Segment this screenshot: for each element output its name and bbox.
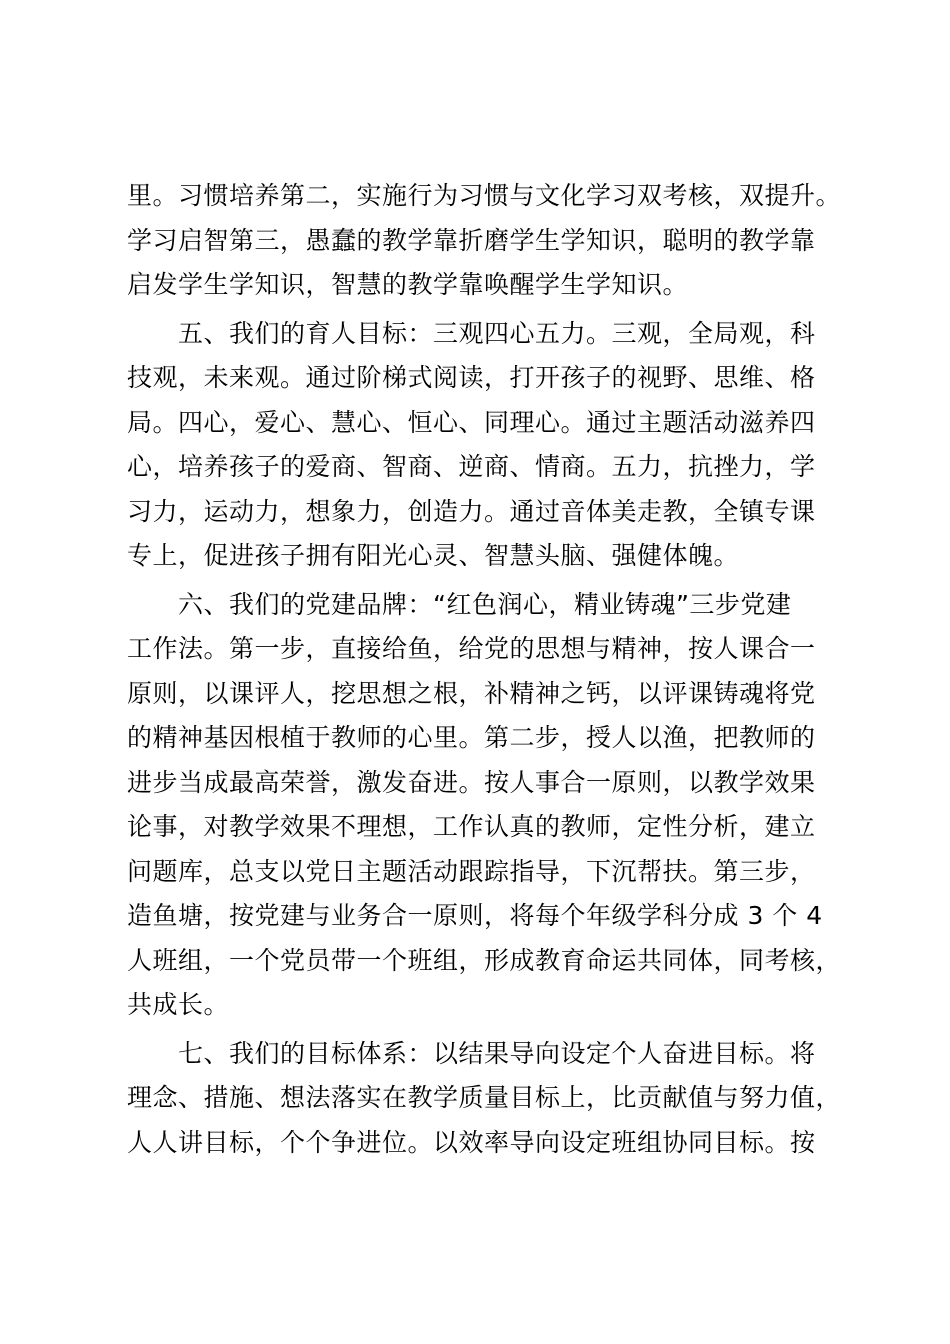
text-line: 局。四心，爱心、慧心、恒心、同理心。通过主题活动滋养四 (127, 407, 816, 437)
text-line: 理念、措施、想法落实在教学质量目标上，比贡献值与努力值， (127, 1083, 842, 1112)
text-line: 里。习惯培养第二，实施行为习惯与文化学习双考核，双提升。 (127, 181, 842, 210)
text-line: 技观，未来观。通过阶梯式阅读，打开孩子的视野、思维、格 (127, 363, 816, 392)
text-line: 心，培养孩子的爱商、智商、逆商、情商。五力，抗挫力，学 (127, 452, 816, 481)
text-line: 启发学生学知识，智慧的教学靠唤醒学生学知识。 (127, 270, 689, 299)
text-line: 工作法。第一步，直接给鱼，给党的思想与精神，按人课合一 (127, 634, 816, 663)
paragraph-five-heading-line: 五、我们的育人目标：三观四心五力。三观，全局观，科 (178, 318, 816, 348)
text-line: 专上，促进孩子拥有阳光心灵、智慧头脑、强健体魄。 (127, 541, 740, 570)
text-line: 论事，对教学效果不理想，工作认真的教师，定性分析，建立 (127, 812, 816, 841)
paragraph-six-heading-line: 六、我们的党建品牌：“红色润心，精业铸魂”三步党建 (178, 589, 792, 619)
text-line: 人人讲目标，个个争进位。以效率导向设定班组协同目标。按 (127, 1127, 816, 1157)
text-line: 共成长。 (127, 990, 230, 1019)
text-line: 原则，以课评人，挖思想之根，补精神之钙，以评课铸魂将党 (127, 678, 816, 708)
text-line: 进步当成最高荣誉，激发奋进。按人事合一原则，以教学效果 (127, 767, 816, 797)
text-line: 的精神基因根植于教师的心里。第二步，授人以渔，把教师的 (127, 723, 816, 752)
text-line: 习力，运动力，想象力，创造力。通过音体美走教，全镇专课 (127, 496, 816, 526)
text-line: 人班组，一个党员带一个班组，形成教育命运共同体，同考核， (127, 945, 842, 975)
document-body (127, 174, 842, 1165)
text-line: 学习启智第三，愚蠢的教学靠折磨学生学知识，聪明的教学靠 (127, 225, 816, 255)
paragraph-seven-heading-line: 七、我们的目标体系：以结果导向设定个人奋进目标。将 (178, 1038, 816, 1068)
text-line: 问题库，总支以党日主题活动跟踪指导，下沉帮扶。第三步， (127, 856, 816, 886)
text-line: 造鱼塘，按党建与业务合一原则，将每个年级学科分成 3 个 4 (127, 901, 823, 930)
